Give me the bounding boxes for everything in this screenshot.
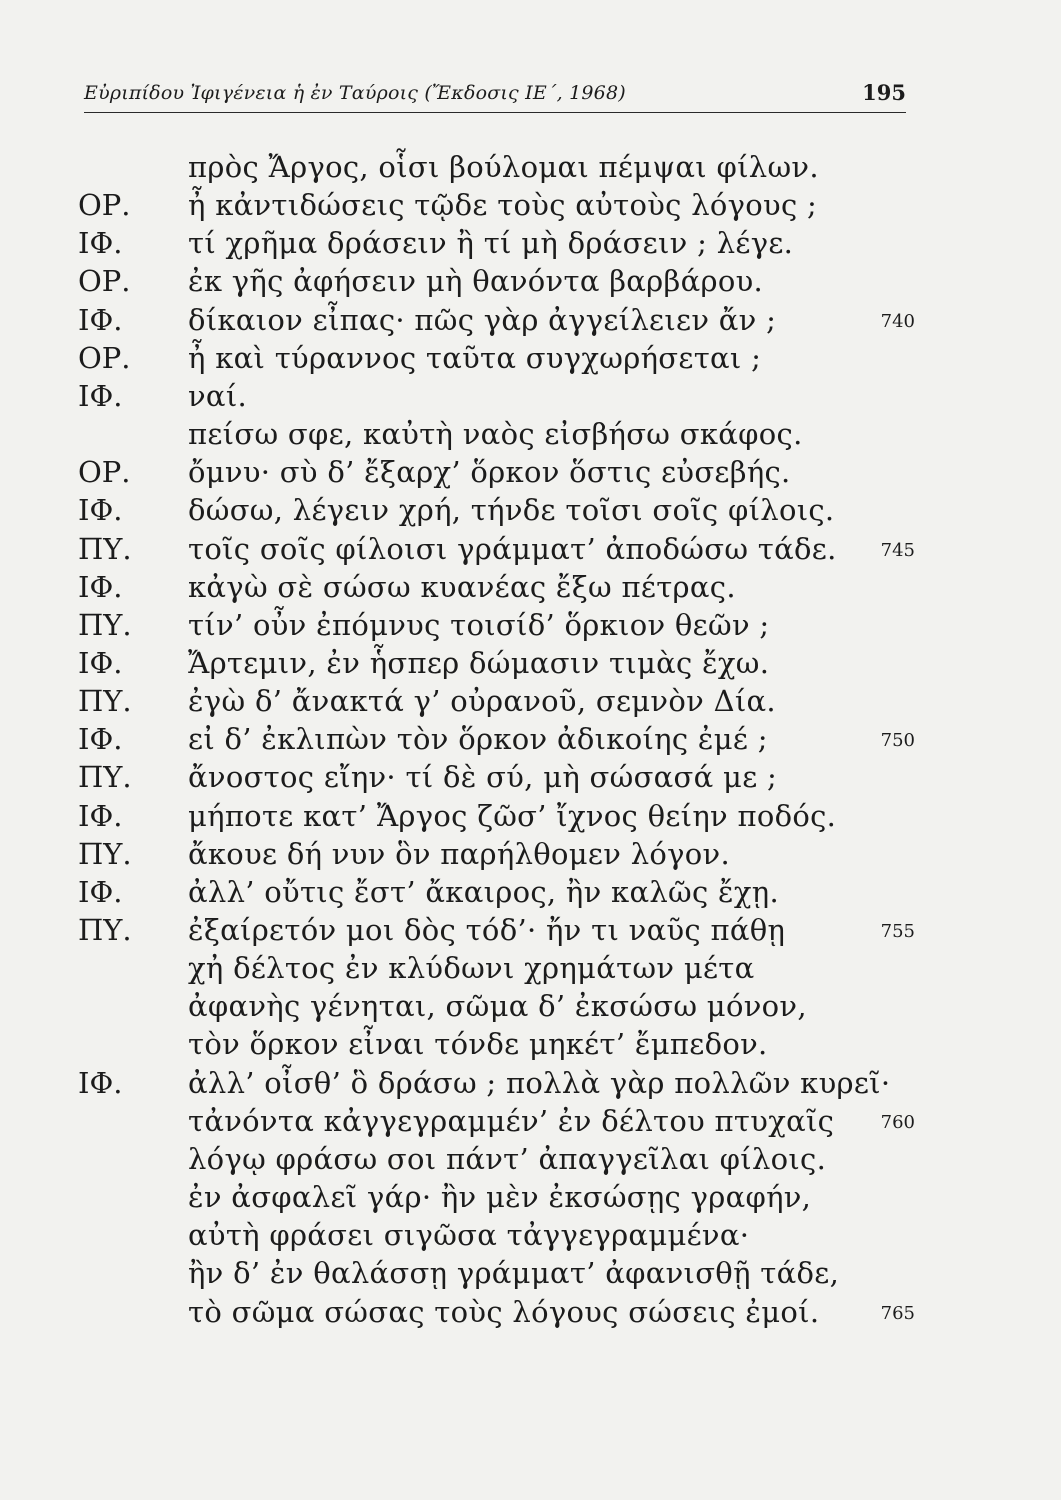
verse-line bbox=[0, 1066, 1061, 1104]
speaker-label: ΙΦ. bbox=[78, 493, 123, 528]
verse-line bbox=[0, 417, 1061, 455]
verse-text-line: Ἄρτεμιν, ἐν ἧσπερ δώμασιν τιμὰς ἔχω. bbox=[188, 645, 770, 680]
speaker-label: ΙΦ. bbox=[78, 226, 123, 261]
verse-line bbox=[0, 646, 1061, 684]
speaker-label: ΟΡ. bbox=[78, 455, 131, 490]
verse-text-line: λόγῳ φράσω σοι πάντ’ ἀπαγγεῖλαι φίλοις. bbox=[188, 1141, 827, 1176]
verse-text-line: ἄνοστος εἴην· τί δὲ σύ, μὴ σώσασά με ; bbox=[188, 760, 778, 795]
verse-line bbox=[0, 951, 1061, 989]
verse-text-line: μήποτε κατ’ Ἄργος ζῶσ’ ἴχνος θείην ποδός. bbox=[188, 798, 837, 833]
verse-line bbox=[0, 188, 1061, 226]
verse-text-line: αὐτὴ φράσει σιγῶσα τἀγγεγραμμένα· bbox=[188, 1218, 750, 1253]
header-title: Εὐριπίδου Ἰφιγένεια ἡ ἐν Ταύροις (Ἔκδοσις ΙΕ΄, 1968) bbox=[84, 82, 626, 104]
line-number: 750 bbox=[880, 730, 915, 752]
verse-line bbox=[0, 1142, 1061, 1180]
verse-text-line: ἦ καὶ τύραννος ταῦτα συγχωρήσεται ; bbox=[188, 340, 762, 375]
verse-text-line: ναί. bbox=[188, 378, 248, 413]
verse-line bbox=[0, 989, 1061, 1027]
verse-line bbox=[0, 1256, 1061, 1294]
speaker-label: ΠΥ. bbox=[78, 684, 132, 719]
verse-text-line: πείσω σφε, καὐτὴ ναὸς εἰσβήσω σκάφος. bbox=[188, 417, 803, 452]
line-number: 740 bbox=[880, 310, 915, 332]
verse-text-line: τὸ σῶμα σώσας τοὺς λόγους σώσεις ἐμοί. bbox=[188, 1294, 820, 1329]
verse-text-line: ἄκουε δή νυν ὃν παρήλθομεν λόγον. bbox=[188, 836, 730, 871]
speaker-label: ΟΡ. bbox=[78, 264, 131, 299]
speaker-label: ΠΥ. bbox=[78, 913, 132, 947]
verse-line bbox=[0, 264, 1061, 302]
speaker-label: ΠΥ. bbox=[78, 607, 132, 642]
verse-text-line: τἀνόντα κἀγγεγραμμέν’ ἐν δέλτου πτυχαῖς bbox=[188, 1103, 835, 1138]
speaker-label: ΠΥ. bbox=[78, 836, 132, 871]
verse-line bbox=[0, 1104, 1061, 1142]
verse-line bbox=[0, 1218, 1061, 1256]
verse-line bbox=[0, 799, 1061, 837]
line-number: 745 bbox=[880, 539, 915, 561]
speaker-label: ΙΦ. bbox=[78, 645, 123, 680]
verse-text-line: τί χρῆμα δράσειν ἢ τί μὴ δράσειν ; λέγε. bbox=[188, 226, 794, 261]
verse-text-line: ἐξαίρετόν μοι δὸς τόδ’· ἤν τι ναῦς πάθῃ bbox=[188, 913, 786, 947]
verse-line bbox=[0, 532, 1061, 570]
speaker-label: ΙΦ. bbox=[78, 1065, 123, 1100]
verse-text-line: ὄμνυ· σὺ δ’ ἔξαρχ’ ὅρκον ὅστις εὐσεβής. bbox=[188, 455, 791, 490]
verse-text-line: χἠ δέλτος ἐν κλύδωνι χρημάτων μέτα bbox=[188, 951, 755, 986]
verse-line bbox=[0, 303, 1061, 341]
speaker-label: ΙΦ. bbox=[78, 722, 123, 757]
verse-text-line: κἀγὼ σὲ σώσω κυανέας ἔξω πέτρας. bbox=[188, 569, 736, 604]
verse-text-line: ἀφανὴς γένηται, σῶμα δ’ ἐκσώσω μόνον, bbox=[188, 989, 807, 1024]
verse-line bbox=[0, 455, 1061, 493]
speaker-label: ΙΦ. bbox=[78, 378, 123, 413]
verse-text-line: ἐν ἀσφαλεῖ γάρ· ἢν μὲν ἐκσώσῃς γραφήν, bbox=[188, 1180, 812, 1215]
speaker-label: ΙΦ. bbox=[78, 302, 123, 337]
verse-line bbox=[0, 722, 1061, 760]
speaker-label: ΙΦ. bbox=[78, 569, 123, 604]
verse-line bbox=[0, 760, 1061, 798]
verse-text-line: δίκαιον εἶπας· πῶς γὰρ ἀγγείλειεν ἄν ; bbox=[188, 302, 777, 337]
speaker-label: ΙΦ. bbox=[78, 874, 123, 909]
verse-text-line: τίν’ οὖν ἐπόμνυς τοισίδ’ ὅρκιον θεῶν ; bbox=[188, 607, 770, 642]
verse-line bbox=[0, 684, 1061, 722]
verse-text-line: ἐκ γῆς ἀφήσειν μὴ θανόντα βαρβάρου. bbox=[188, 264, 764, 299]
verse-text-line: πρὸς Ἄργος, οἷσι βούλομαι πέμψαι φίλων. bbox=[188, 150, 819, 184]
line-number: 760 bbox=[880, 1111, 915, 1133]
verse-line bbox=[0, 1295, 1061, 1333]
verse-text-line: τὸν ὅρκον εἶναι τόνδε μηκέτ’ ἔμπεδον. bbox=[188, 1027, 768, 1062]
verse-text-line: ἐγὼ δ’ ἄνακτά γ’ οὐρανοῦ, σεμνὸν Δία. bbox=[188, 684, 776, 719]
verse-line bbox=[0, 226, 1061, 264]
speaker-label: ΟΡ. bbox=[78, 340, 131, 375]
verse-line bbox=[0, 1180, 1061, 1218]
line-number: 755 bbox=[880, 921, 915, 942]
verse-line bbox=[0, 837, 1061, 875]
verse-text-line: τοῖς σοῖς φίλοισι γράμματ’ ἀποδώσω τάδε. bbox=[188, 531, 837, 566]
verse-line bbox=[0, 341, 1061, 379]
line-number: 765 bbox=[880, 1302, 915, 1324]
page-number: 195 bbox=[862, 80, 906, 105]
verse-text-line: ἀλλ’ οἶσθ’ ὃ δράσω ; πολλὰ γὰρ πολλῶν κυρεῖ· bbox=[188, 1065, 891, 1100]
verse-text-line: ἢν δ’ ἐν θαλάσσῃ γράμματ’ ἀφανισθῇ τάδε, bbox=[188, 1256, 840, 1291]
verse-line bbox=[0, 570, 1061, 608]
verse-text-line: ἦ κἀντιδώσεις τῷδε τοὺς αὐτοὺς λόγους ; bbox=[188, 188, 818, 223]
speaker-label: ΙΦ. bbox=[78, 798, 123, 833]
verse-line bbox=[0, 875, 1061, 913]
verse-line bbox=[0, 379, 1061, 417]
verse-text-line: εἰ δ’ ἐκλιπὼν τὸν ὅρκον ἀδικοίης ἐμέ ; bbox=[188, 722, 768, 757]
verse-text-line: ἀλλ’ οὔτις ἔστ’ ἄκαιρος, ἢν καλῶς ἔχῃ. bbox=[188, 874, 779, 909]
verse-line bbox=[0, 493, 1061, 531]
verse-line bbox=[0, 150, 1061, 188]
speaker-label: ΟΡ. bbox=[78, 188, 131, 223]
speaker-label: ΠΥ. bbox=[78, 760, 132, 795]
verse-line bbox=[0, 913, 1061, 951]
speaker-label: ΠΥ. bbox=[78, 531, 132, 566]
verse-text-line: δώσω, λέγειν χρή, τήνδε τοῖσι σοῖς φίλοις. bbox=[188, 493, 835, 528]
verse-line bbox=[0, 608, 1061, 646]
verse-line bbox=[0, 1027, 1061, 1065]
